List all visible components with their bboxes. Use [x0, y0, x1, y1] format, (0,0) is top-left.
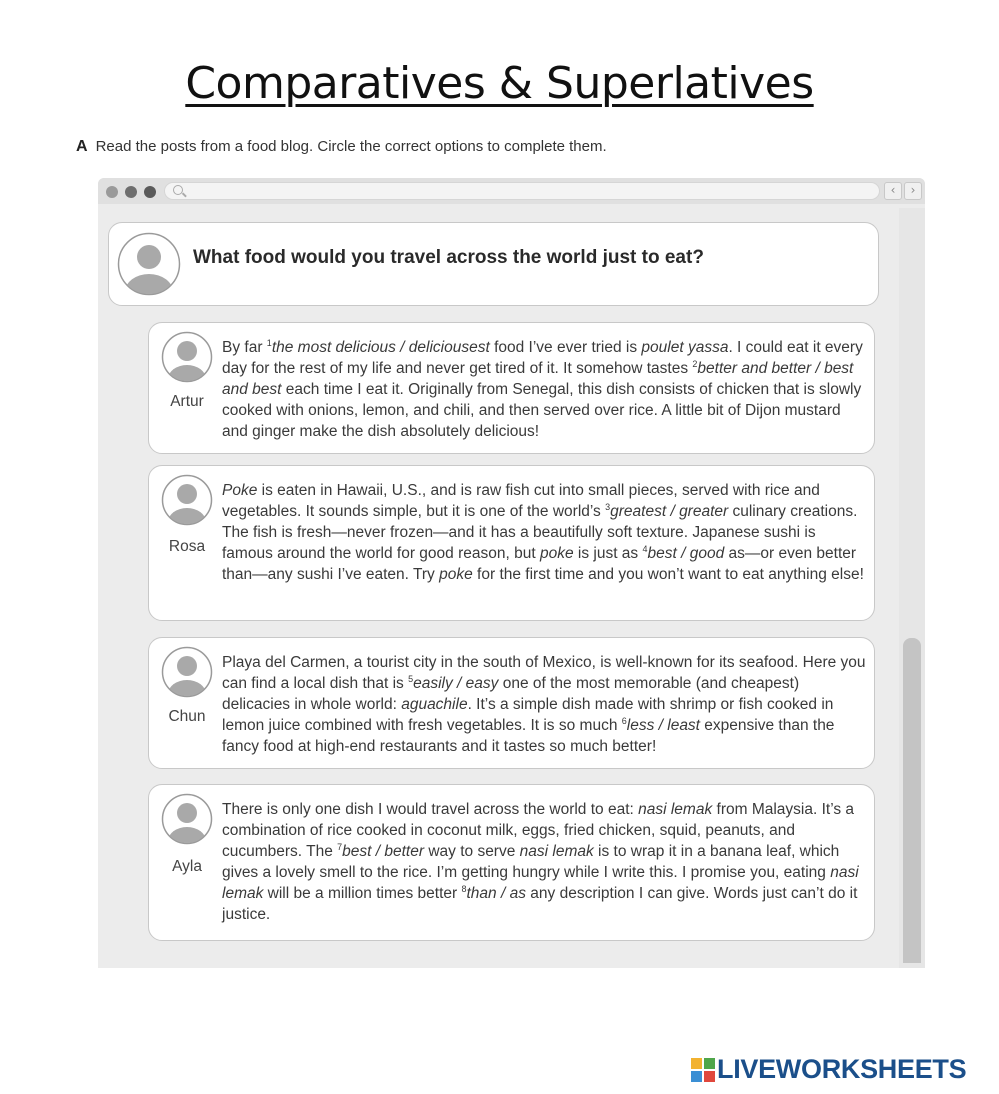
post-card [148, 784, 875, 941]
post-body [222, 337, 866, 442]
italic-term: aguachile [401, 696, 468, 713]
post-author: Artur [170, 393, 204, 410]
post-text: from Malaysia. It’s a combination of rice cooked in coconut milk, eggs, fried chicken, squid, peanuts, and cucumbers. The [222, 801, 855, 860]
answer-choice[interactable]: than / as [466, 885, 526, 902]
item-number: 1 [266, 338, 272, 348]
item-number: 8 [461, 884, 467, 894]
post-text: food I’ve ever tried is [489, 339, 642, 356]
answer-choice[interactable]: better and better / best and best [222, 360, 854, 398]
question-title: What food would you travel across the world just to eat? [193, 247, 704, 268]
avatar-icon [161, 793, 213, 845]
post-text: will be a million times better [263, 885, 462, 902]
post-text: Playa del Carmen, a tourist city in the south of Mexico, is well-known for its seafood. Here you can find a local dish that is [222, 654, 866, 692]
post-card [148, 637, 875, 769]
post-text: . It’s a simple dish made with shrimp or fish cooked in lemon juice combined with fresh vegetables. It is so much [222, 696, 834, 734]
address-bar[interactable] [164, 182, 880, 200]
italic-term: nasi lemak [638, 801, 713, 818]
post-text: expensive than the fancy food at high-end restaurants and it tastes so much better! [222, 717, 835, 755]
item-number: 4 [642, 544, 648, 554]
item-number: 5 [408, 674, 414, 684]
chevron-left-icon[interactable]: ‹ [884, 182, 902, 200]
post-text: each time I eat it. Originally from Senegal, this dish consists of chicken that is slowly cooked with onions, lemon, and chili, and then served over rice. A little bit of Dijon mustard and ginger make the dish absolutely delicious! [222, 381, 862, 440]
post-text: is just as [573, 545, 643, 562]
post-text: for the first time and you won’t want to eat anything else! [472, 566, 864, 583]
post-card [148, 465, 875, 621]
post-author: Chun [168, 708, 206, 725]
avatar-icon [161, 474, 213, 526]
post-text: way to serve [424, 843, 520, 860]
post-body [222, 652, 866, 757]
post-text: one of the most memorable (and cheapest) delicacies in whole world: [222, 675, 800, 713]
answer-choice[interactable]: the most delicious / deliciousest [271, 339, 490, 356]
scrollbar-thumb[interactable] [903, 638, 921, 963]
post-text: is eaten in Hawaii, U.S., and is raw fish cut into small pieces, served with rice and vegetables. It sounds simple, but it is one of the world’s [222, 482, 820, 520]
search-icon [173, 185, 183, 195]
logo-icon [691, 1058, 715, 1082]
exercise-letter: A [76, 138, 88, 155]
italic-term: poulet yassa [641, 339, 729, 356]
post-text: is to wrap it in a banana leaf, which gives a lovely smell to the rice. I’m getting hungry while I write this. I promise you, eating [222, 843, 840, 881]
window-dot-icon[interactable] [144, 186, 156, 198]
browser-window [98, 178, 925, 968]
avatar-icon [117, 232, 181, 296]
item-number: 6 [621, 716, 627, 726]
italic-term: nasi lemak [222, 864, 859, 902]
post-text: By far [222, 339, 267, 356]
italic-term: Poke [222, 482, 258, 499]
item-number: 3 [605, 502, 611, 512]
post-text: any description I can give. Words just can’t do it justice. [222, 885, 858, 923]
post-body [222, 799, 866, 925]
chevron-right-icon[interactable]: › [904, 182, 922, 200]
avatar-icon [161, 331, 213, 383]
italic-term: poke [539, 545, 574, 562]
post-author: Rosa [168, 538, 206, 555]
post-text: culinary creations. The fish is fresh—never frozen—and it has a beautifully soft texture. Japanese sushi is famous around the world for good reason, but [222, 503, 858, 562]
italic-term: poke [439, 566, 473, 583]
post-card [148, 322, 875, 454]
post-text: as—or even better than—any sushi I’ve eaten. Try [222, 545, 857, 583]
italic-term: nasi lemak [519, 843, 594, 860]
instruction-text: Read the posts from a food blog. Circle the correct options to complete them. [95, 138, 607, 155]
answer-choice[interactable]: less / least [626, 717, 700, 734]
window-dot-icon[interactable] [106, 186, 118, 198]
answer-choice[interactable]: best / good [647, 545, 725, 562]
answer-choice[interactable]: best / better [342, 843, 425, 860]
window-dot-icon[interactable] [125, 186, 137, 198]
post-author: Ayla [172, 858, 202, 875]
avatar-icon [161, 646, 213, 698]
post-text: . I could eat it every day for the rest of my life and never get tired of it. It somehow tastes [222, 339, 863, 377]
page-title: Comparatives & Superlatives [185, 58, 814, 109]
logo-text: LIVEWORKSHEETS [717, 1054, 967, 1084]
item-number: 2 [692, 359, 698, 369]
answer-choice[interactable]: greatest / greater [610, 503, 729, 520]
answer-choice[interactable]: easily / easy [413, 675, 499, 692]
item-number: 7 [337, 842, 343, 852]
post-body [222, 480, 866, 585]
browser-toolbar [98, 178, 925, 204]
question-card [108, 222, 879, 306]
post-text: There is only one dish I would travel across the world to eat: [222, 801, 639, 818]
instruction [76, 138, 607, 156]
